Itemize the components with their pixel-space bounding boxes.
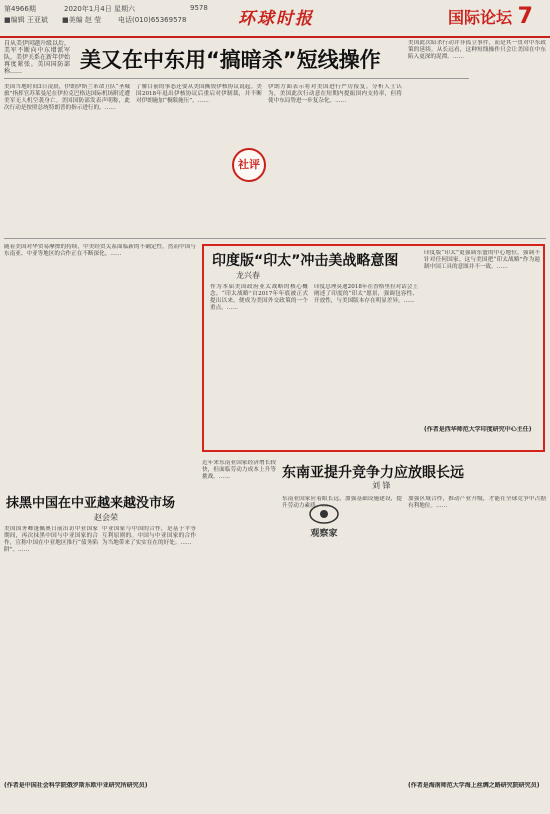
article4-body-col3: 加强区域合作，推动产业升级，才能在全球竞争中占据有利地位。…… xyxy=(408,496,546,510)
divider xyxy=(4,78,469,79)
article4-author-note: (作者是海南师范大学海上丝绸之路研究院研究员) xyxy=(408,782,540,789)
article3-author-note: (作者是西华师范大学印度研究中心主任) xyxy=(424,426,532,433)
left-body-top: 随着美国对华贸易摩擦的持续，中美经贸关系面临新的不确定性，然而中国与东南亚、中亚等地区的合作正在不断深化。…… xyxy=(4,244,196,258)
article2-body-col1: 美国国务卿蓬佩奥日前出访中亚国家期间，再次抹黑中国与中亚国家的合作，宣称中国在中亚地区推行“债务陷阱”。…… xyxy=(4,526,98,554)
article3-byline: 龙兴春 xyxy=(236,271,260,280)
issue-date: 2020年1月4日 星期六 xyxy=(64,5,135,13)
article2-author-note: (作者是中国社会科学院俄罗斯东欧中亚研究所研究员) xyxy=(4,782,148,789)
masthead xyxy=(0,0,550,38)
article3-body-col1: 作为本届美国政府亚太战略的核心概念，“印太战略”自2017年年底被正式提出以来，便成为美国外交政策的一个重点。…… xyxy=(210,284,308,312)
section-title: 国际论坛 7 xyxy=(448,4,533,29)
page-number-small: 9578 xyxy=(190,4,208,12)
designer-credit: ■美编 赵 莹 xyxy=(62,16,102,24)
article4-body-col2: 东南亚国家应着眼长远，加强基础设施建设，提升劳动力素质。…… xyxy=(282,496,402,510)
editor-credit: ■编辑 王亚斌 xyxy=(4,16,48,24)
article2-body-col2: 中亚国家与中国的合作，是基于平等互利原则的。中国与中亚国家的合作为当地带来了实实在在的好处。…… xyxy=(102,526,196,547)
article4-headline: 东南亚提升竞争力应放眼长远 xyxy=(282,465,464,481)
article1-body-col3: 伊朗方面表示将对美国进行严厉报复。分析人士认为，美国此次行动意在短期内提振国内支持率，但将使中东局势进一步复杂化。…… xyxy=(268,84,402,105)
article2-byline: 赵会荣 xyxy=(94,513,118,522)
article1-lede: 自从美伊问题升级以后，美军不断向中东增派军队，美伊关系在新年伊始再度紧张。美国国防部称…… xyxy=(4,40,70,76)
newspaper-logo: 环球时报 xyxy=(238,9,314,29)
issue-number: 第4966期 xyxy=(4,5,36,13)
article3-headline: 印度版“印太”冲击美战略意图 xyxy=(212,253,399,269)
article3-body-col3: 印度版“印太”更强调东盟的中心地位，强调不针对任何国家。这与美国把“印太战略”作为遏制中国工具的意图并不一致。…… xyxy=(424,250,540,271)
article4-side-text: 近年来东南亚国家经济增长较快，但面临劳动力成本上升等挑战。…… xyxy=(202,460,276,481)
article3-body-col2: 印度总理莫迪2018年在香格里拉对话会上阐述了印度的“印太”愿景，强调包容性、开放性，与美国版本存在明显差异。…… xyxy=(314,284,418,305)
article2-headline: 抹黑中国在中亚越来越没市场 xyxy=(6,496,176,511)
divider xyxy=(4,238,546,239)
article1-body-col4: 美国此次暗杀行动并非孤立事件，而是其一贯对中东政策的延续。从长远看，这种短线操作只会让美国在中东陷入更深的泥潭。…… xyxy=(408,40,546,61)
article1-body-col2: 了解目前的事态还要从美国撕毁伊核协议说起。美国2018年退出伊核协议后重启对伊制裁，并不断对伊朗施加“极限施压”。…… xyxy=(136,84,262,105)
article1-headline: 美又在中东用“搞暗杀”短线操作 xyxy=(80,48,381,72)
editorial-badge: 社评 xyxy=(232,148,266,182)
article4-byline: 刘 锋 xyxy=(372,481,391,490)
column-badge: 观察家 xyxy=(310,529,338,539)
article1-body-col1: 美国当地时间3日凌晨，伊朗伊斯兰革命卫队“圣城旅”指挥官苏莱曼尼在伊拉克巴格达国际机场附近遭美军无人机空袭身亡。美国国防部发表声明称，此次行动是按照总统特朗普的指示进行的。…… xyxy=(4,84,130,112)
phone: 电话(010)65369578 xyxy=(118,16,187,24)
